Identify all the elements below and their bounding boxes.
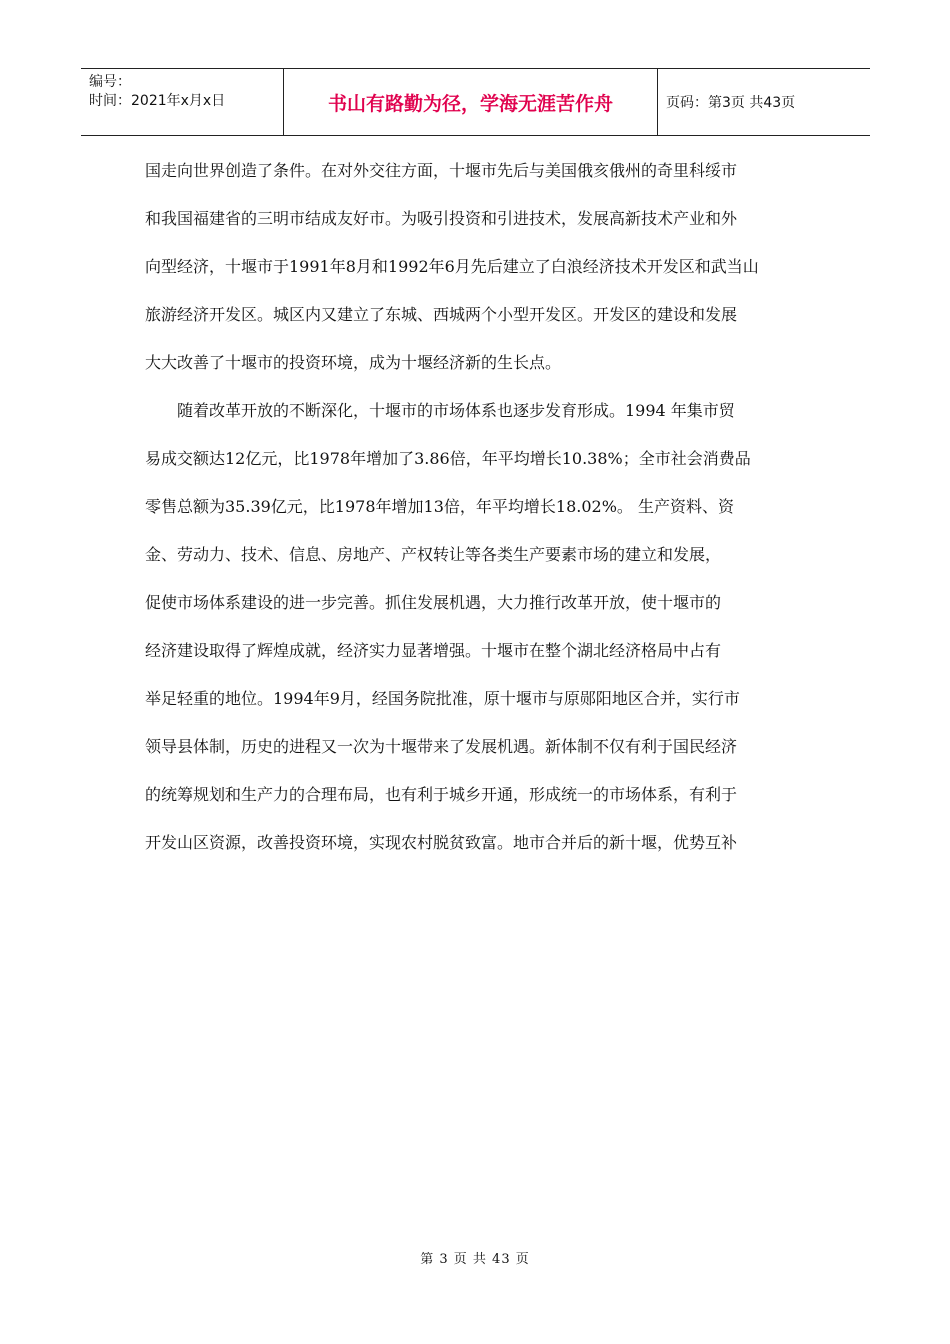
- document-time: 时间：2021年x月x日: [89, 93, 226, 109]
- header-meta: [81, 69, 283, 135]
- paragraph: 和我国福建省的三明市结成友好市。为吸引投资和引进技术，发展高新技术产业和外: [145, 209, 738, 228]
- paragraph: 大大改善了十堰市的投资环境，成为十堰经济新的生长点。: [145, 353, 562, 372]
- page-header: [81, 68, 870, 136]
- header-page-info: 页码：第3页 共43页: [666, 95, 796, 111]
- paragraph: 随着改革开放的不断深化，十堰市的市场体系也逐步发育形成。1994 年集市贸: [177, 401, 735, 420]
- paragraph: 零售总额为35.39亿元，比1978年增加13倍，年平均增长18.02%。 生产资料、资: [145, 497, 734, 516]
- paragraph: 国走向世界创造了条件。在对外交往方面，十堰市先后与美国俄亥俄州的奇里科绥市: [145, 161, 738, 180]
- paragraph: 易成交额达12亿元，比1978年增加了3.86倍，年平均增长10.38%；全市社会消费品: [145, 449, 751, 468]
- document-number: 编号：: [89, 74, 131, 90]
- paragraph: 举足轻重的地位。1994年9月，经国务院批准，原十堰市与原郧阳地区合并，实行市: [145, 689, 740, 708]
- paragraph: 的统筹规划和生产力的合理布局，也有利于城乡开通，形成统一的市场体系，有利于: [145, 785, 738, 804]
- document-body: [145, 158, 810, 878]
- paragraph: 促使市场体系建设的进一步完善。抓住发展机遇，大力推行改革开放，使十堰市的: [145, 593, 722, 612]
- paragraph: 经济建设取得了辉煌成就，经济实力显著增强。十堰市在整个湖北经济格局中占有: [145, 641, 722, 660]
- paragraph: 向型经济，十堰市于1991年8月和1992年6月先后建立了白浪经济技术开发区和武当山: [145, 257, 759, 276]
- paragraph: 领导县体制，历史的进程又一次为十堰带来了发展机遇。新体制不仅有利于国民经济: [145, 737, 738, 756]
- header-motto: 书山有路勤为径，学海无涯苦作舟: [283, 69, 658, 135]
- page-footer: 第 3 页 共 43 页: [420, 1252, 530, 1267]
- paragraph: 开发山区资源，改善投资环境，实现农村脱贫致富。地市合并后的新十堰，优势互补: [145, 833, 738, 852]
- paragraph: 旅游经济开发区。城区内又建立了东城、西城两个小型开发区。开发区的建设和发展: [145, 305, 738, 324]
- paragraph: 金、劳动力、技术、信息、房地产、产权转让等各类生产要素市场的建立和发展，: [145, 545, 722, 564]
